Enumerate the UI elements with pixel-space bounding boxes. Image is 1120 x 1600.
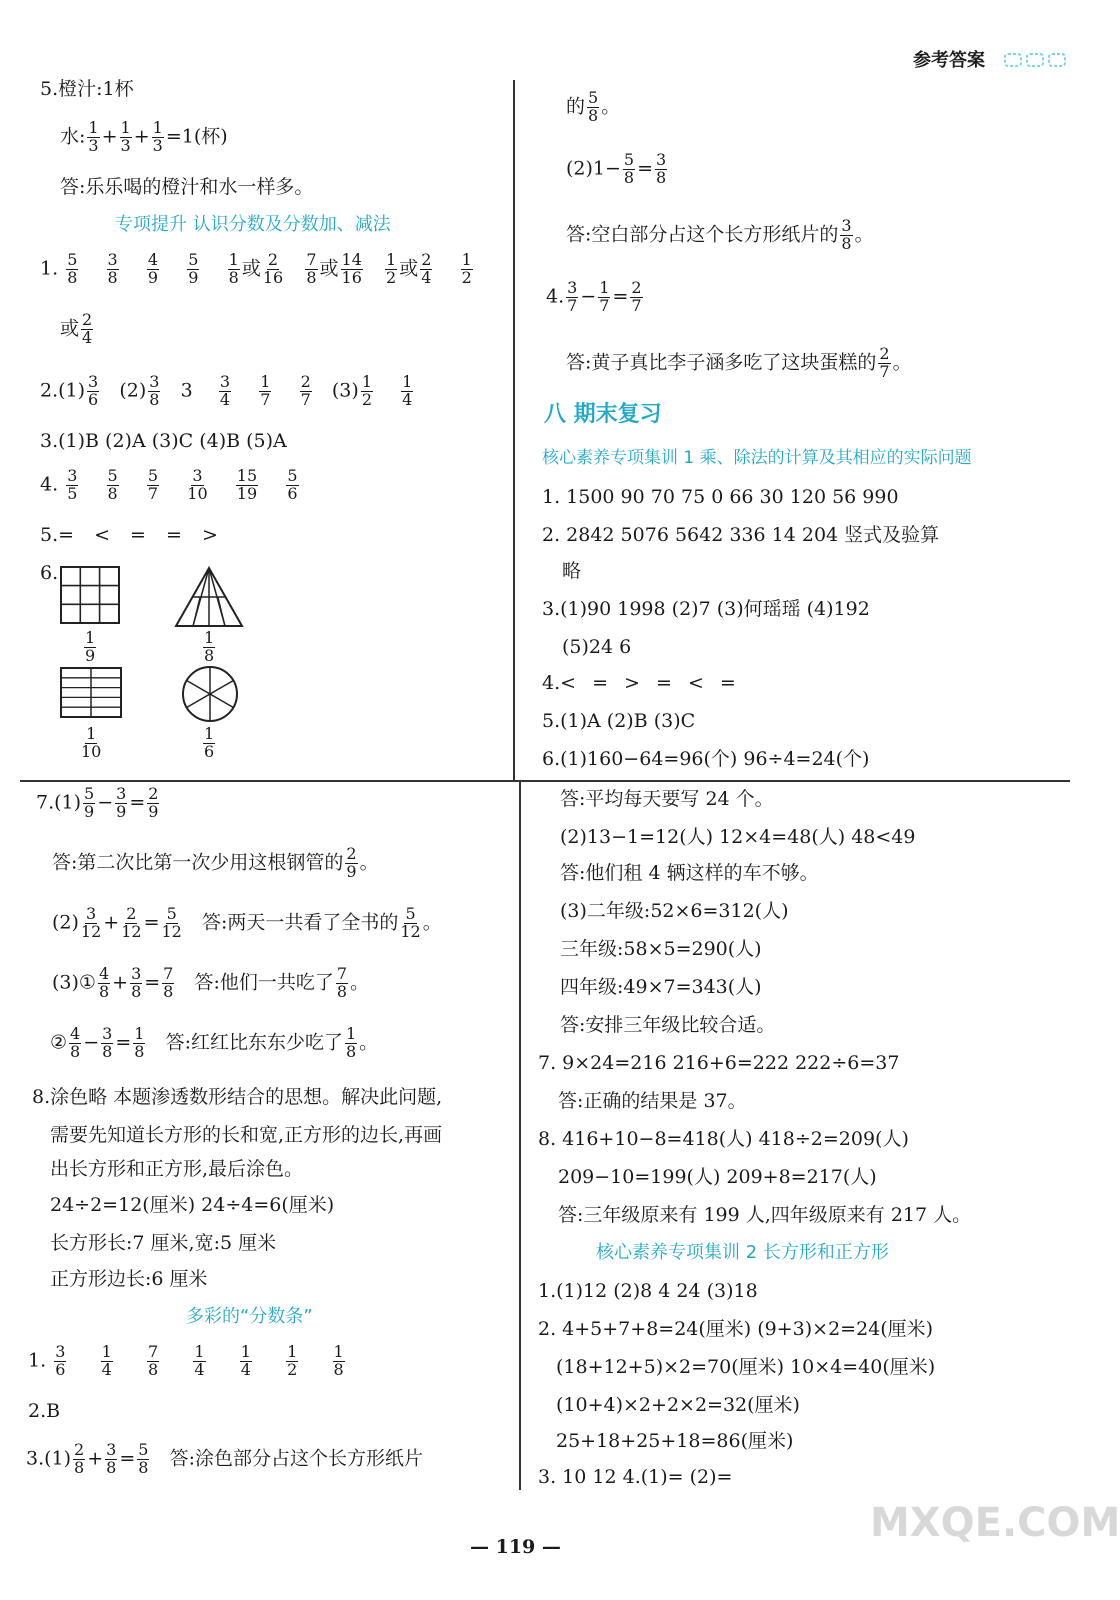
l5-prefix: 水: <box>60 125 86 148</box>
s6e-row: (3)二年级:52×6=312(人) <box>560 900 789 922</box>
s3b-row: (5)24 6 <box>562 636 632 658</box>
q2-part2: (2) <box>119 379 147 402</box>
t2d-row: 25+18+25+18=86(厘米) <box>556 1430 794 1452</box>
r4-row: 4. $\frac{3}{7}$ − $\frac{1}{7}$ = $\frac{2}{7}$ <box>546 278 642 315</box>
s7-row: 7. 9×24=216 216+6=222 222÷6=37 <box>538 1052 900 1074</box>
section-final-review: 八 期末复习 <box>544 402 662 427</box>
q8-line5: 长方形长:7 厘米,宽:5 厘米 <box>50 1232 277 1254</box>
heading-training-2: 核心素养专项集训 2 长方形和正方形 <box>596 1242 889 1263</box>
q4-row: 4. $\frac{3}{5}$ $\frac{5}{8}$ $\frac{5}{7}$ $\frac{3}{10}$ $\frac{15}{19}$ $\frac{5}{6}$ <box>40 466 298 503</box>
s8c-row: 答:三年级原来有 199 人,四年级原来有 217 人。 <box>558 1204 972 1226</box>
or-text: 或 <box>241 257 261 280</box>
q4-label: 4. <box>40 473 59 496</box>
label-one-eighth: $\frac{1}{8}$ <box>204 628 215 665</box>
q1-row2: 或 $\frac{2}{4}$ <box>60 310 93 347</box>
s6h-row: 答:安排三年级比较合适。 <box>560 1014 776 1036</box>
q2-value: 3 <box>180 379 193 402</box>
t2b-row: (18+12+5)×2=70(厘米) 10×4=40(厘米) <box>556 1356 936 1378</box>
q7-line3: (3)① $\frac{4}{8}$ + $\frac{3}{8}$ = $\frac{7}{8}$ 答:他们一共吃了 $\frac{7}{8}$ 。 <box>52 964 370 1001</box>
q8-line1: 8.涂色略 本题渗透数形结合的思想。解决此问题, <box>32 1086 443 1108</box>
q7-answer2-text: 答:两天一共看了全书的 <box>201 911 399 934</box>
r5-row: 答:黄子真比李子涵多吃了这块蛋糕的 $\frac{2}{7}$ 。 <box>566 344 912 381</box>
t2-row: 2. 4+5+7+8=24(厘米) (9+3)×2=24(厘米) <box>538 1318 934 1340</box>
s6f-row: 三年级:58×5=290(人) <box>560 938 762 960</box>
label-one-ninth: $\frac{1}{9}$ <box>85 628 96 665</box>
period: 。 <box>601 95 621 118</box>
s6g-row: 四年级:49×7=343(人) <box>560 976 762 998</box>
q7-line1: 7.(1) $\frac{5}{9}$ − $\frac{3}{9}$ = $\frac{2}{9}$ <box>36 784 159 821</box>
q7-answer1-text: 答:第二次比第一次少用这根钢管的 <box>52 851 344 874</box>
q7-line2: (2) $\frac{3}{12}$ + $\frac{2}{12}$ = $\frac{5}{12}$ 答:两天一共看了全书的 $\frac{5}{12}$ 。 <box>52 904 442 941</box>
t3-row: 3. 10 12 4.(1)= (2)= <box>538 1466 733 1488</box>
rect-tenths-figure <box>60 667 124 719</box>
r4-label: 4. <box>546 285 565 308</box>
period: 。 <box>359 1031 379 1054</box>
s6d-row: 答:他们租 4 辆这样的车不够。 <box>560 862 819 884</box>
r5-text: 答:黄子真比李子涵多吃了这块蛋糕的 <box>566 351 877 374</box>
t2c-row: (10+4)×2+2×2=32(厘米) <box>556 1394 800 1416</box>
r1-prefix: 的 <box>566 95 586 118</box>
header-ornament <box>1003 50 1073 75</box>
q7-part2: (2) <box>52 911 79 934</box>
triangle-eighths-figure <box>174 566 246 628</box>
s2b-row: 略 <box>562 560 582 582</box>
column-divider-bottom <box>519 780 521 1490</box>
s8-row: 8. 416+10−8=418(人) 418÷2=209(人) <box>538 1128 909 1150</box>
t1-row: 1.(1)12 (2)8 4 24 (3)18 <box>538 1280 758 1302</box>
s3-row: 3.(1)90 1998 (2)7 (3)何瑶瑶 (4)192 <box>542 598 870 620</box>
q7-label: 7.(1) <box>36 791 82 814</box>
s1-row: 1. 1500 90 70 75 0 66 30 120 56 990 <box>542 486 899 508</box>
q7-answer3-text: 答:他们一共吃了 <box>194 971 334 994</box>
horizontal-divider <box>20 780 1070 782</box>
r3-row: 答:空白部分占这个长方形纸片的 $\frac{3}{8}$ 。 <box>566 216 874 253</box>
period: 。 <box>892 351 912 374</box>
r2-expr: (2)1− <box>566 157 621 180</box>
period: 。 <box>359 851 379 874</box>
period: 。 <box>422 911 442 934</box>
label-one-sixth: $\frac{1}{6}$ <box>204 724 215 761</box>
q8-line4: 24÷2=12(厘米) 24÷4=6(厘米) <box>50 1194 335 1216</box>
grid-ninths-figure <box>60 566 122 626</box>
b1-row: 1. $\frac{3}{6}$ $\frac{1}{4}$ $\frac{7}{8}$ $\frac{1}{4}$ $\frac{1}{4}$ $\frac{1}{2}$ $\frac{1}{8}$ <box>28 1342 344 1379</box>
r3-text: 答:空白部分占这个长方形纸片的 <box>566 223 839 246</box>
period: 。 <box>350 971 370 994</box>
page-number: — 119 — <box>470 1536 561 1558</box>
b2-row: 2.B <box>28 1400 61 1422</box>
s8b-row: 209−10=199(人) 209+8=217(人) <box>558 1166 877 1188</box>
s7b-row: 答:正确的结果是 37。 <box>558 1090 747 1112</box>
q2-part1: 2.(1) <box>40 379 86 402</box>
l5-line1: 5.橙汁:1杯 <box>40 78 134 100</box>
q8-line2: 需要先知道长方形的长和宽,正方形的边长,再画 <box>50 1124 443 1146</box>
or-text: 或 <box>399 257 419 280</box>
watermark-logo <box>870 1500 1120 1546</box>
q2-row: 2.(1) $\frac{3}{6}$ (2) $\frac{3}{8}$ 3 $\frac{3}{4}$ $\frac{1}{7}$ $\frac{2}{7}$ (3) $\frac{1}{2}$ $\frac{1}{4}$ <box>40 372 413 409</box>
or-text: 或 <box>319 257 339 280</box>
b3-row: 3.(1) $\frac{2}{8}$ + $\frac{3}{8}$ = $\frac{5}{8}$ 答:涂色部分占这个长方形纸片 <box>26 1440 423 1477</box>
b3-label: 3.(1) <box>26 1447 72 1470</box>
s6-row: 6.(1)160−64=96(个) 96÷4=24(个) <box>542 748 870 770</box>
q7-part3: (3)① <box>52 971 96 994</box>
heading-fraction-strips: 多彩的“分数条” <box>186 1306 313 1327</box>
s6c-row: (2)13−1=12(人) 12×4=48(人) 48<49 <box>560 826 916 848</box>
watermark-text: MXQE.COM <box>870 1500 1120 1546</box>
q1-label: 1. <box>40 257 59 280</box>
q2-part3: (3) <box>331 379 359 402</box>
s2-row: 2. 2842 5076 5642 336 14 204 竖式及验算 <box>542 524 940 546</box>
q5-row: 5.= < = = > <box>40 524 218 546</box>
b3-answer-text: 答:涂色部分占这个长方形纸片 <box>169 1447 423 1470</box>
column-divider-top <box>513 80 515 780</box>
label-one-tenth: $\frac{1}{10}$ <box>81 724 102 761</box>
q1-row: 1. $\frac{5}{8}$ $\frac{3}{8}$ $\frac{4}{9}$ $\frac{5}{9}$ $\frac{1}{8}$ 或 $\frac{2}{16}$ $\frac{7}{8}$ 或 $\frac{14}{16}$ $\frac{1}{2}$ 或 $\frac{2}{4}$ $\frac{1}{2}$ <box>40 250 472 287</box>
q6-label: 6. <box>40 562 59 584</box>
header-ornament-icon <box>1003 50 1073 70</box>
heading-training-1: 核心素养专项集训 1 乘、除法的计算及其相应的实际问题 <box>542 448 972 468</box>
circle-sixths-figure <box>180 664 240 724</box>
q8-line3: 出长方形和正方形,最后涂色。 <box>50 1158 304 1180</box>
q7-answer1: 答:第二次比第一次少用这根钢管的 $\frac{2}{9}$ 。 <box>52 844 379 881</box>
heading-special-fractions: 专项提升 认识分数及分数加、减法 <box>115 214 391 235</box>
q7-part4: ② <box>50 1031 68 1054</box>
b1-label: 1. <box>28 1349 47 1372</box>
s5-row: 5.(1)A (2)B (3)C <box>542 710 696 732</box>
q7-line4: ② $\frac{4}{8}$ − $\frac{3}{8}$ = $\frac{1}{8}$ 答:红红比东东少吃了 $\frac{1}{8}$ 。 <box>50 1024 379 1061</box>
l5-answer: 答:乐乐喝的橙汁和水一样多。 <box>60 176 314 198</box>
q7-answer4-text: 答:红红比东东少吃了 <box>165 1031 343 1054</box>
period: 。 <box>854 223 874 246</box>
or-text: 或 <box>60 317 80 340</box>
s4-row: 4.< = > = < = <box>542 672 736 694</box>
r1-row: 的 $\frac{5}{8}$ 。 <box>566 88 621 125</box>
l5-suffix: =1(杯) <box>165 125 228 148</box>
l5-line2: 水: $\frac{1}{3}$ + $\frac{1}{3}$ + $\frac{1}{3}$ =1(杯) <box>60 118 228 155</box>
page-header-title: 参考答案 <box>913 50 985 71</box>
s6b-row: 答:平均每天要写 24 个。 <box>560 788 774 810</box>
r2-row: (2)1− $\frac{5}{8}$ = $\frac{3}{8}$ <box>566 150 667 187</box>
q8-line6: 正方形边长:6 厘米 <box>50 1268 208 1290</box>
q3-row: 3.(1)B (2)A (3)C (4)B (5)A <box>40 430 287 452</box>
